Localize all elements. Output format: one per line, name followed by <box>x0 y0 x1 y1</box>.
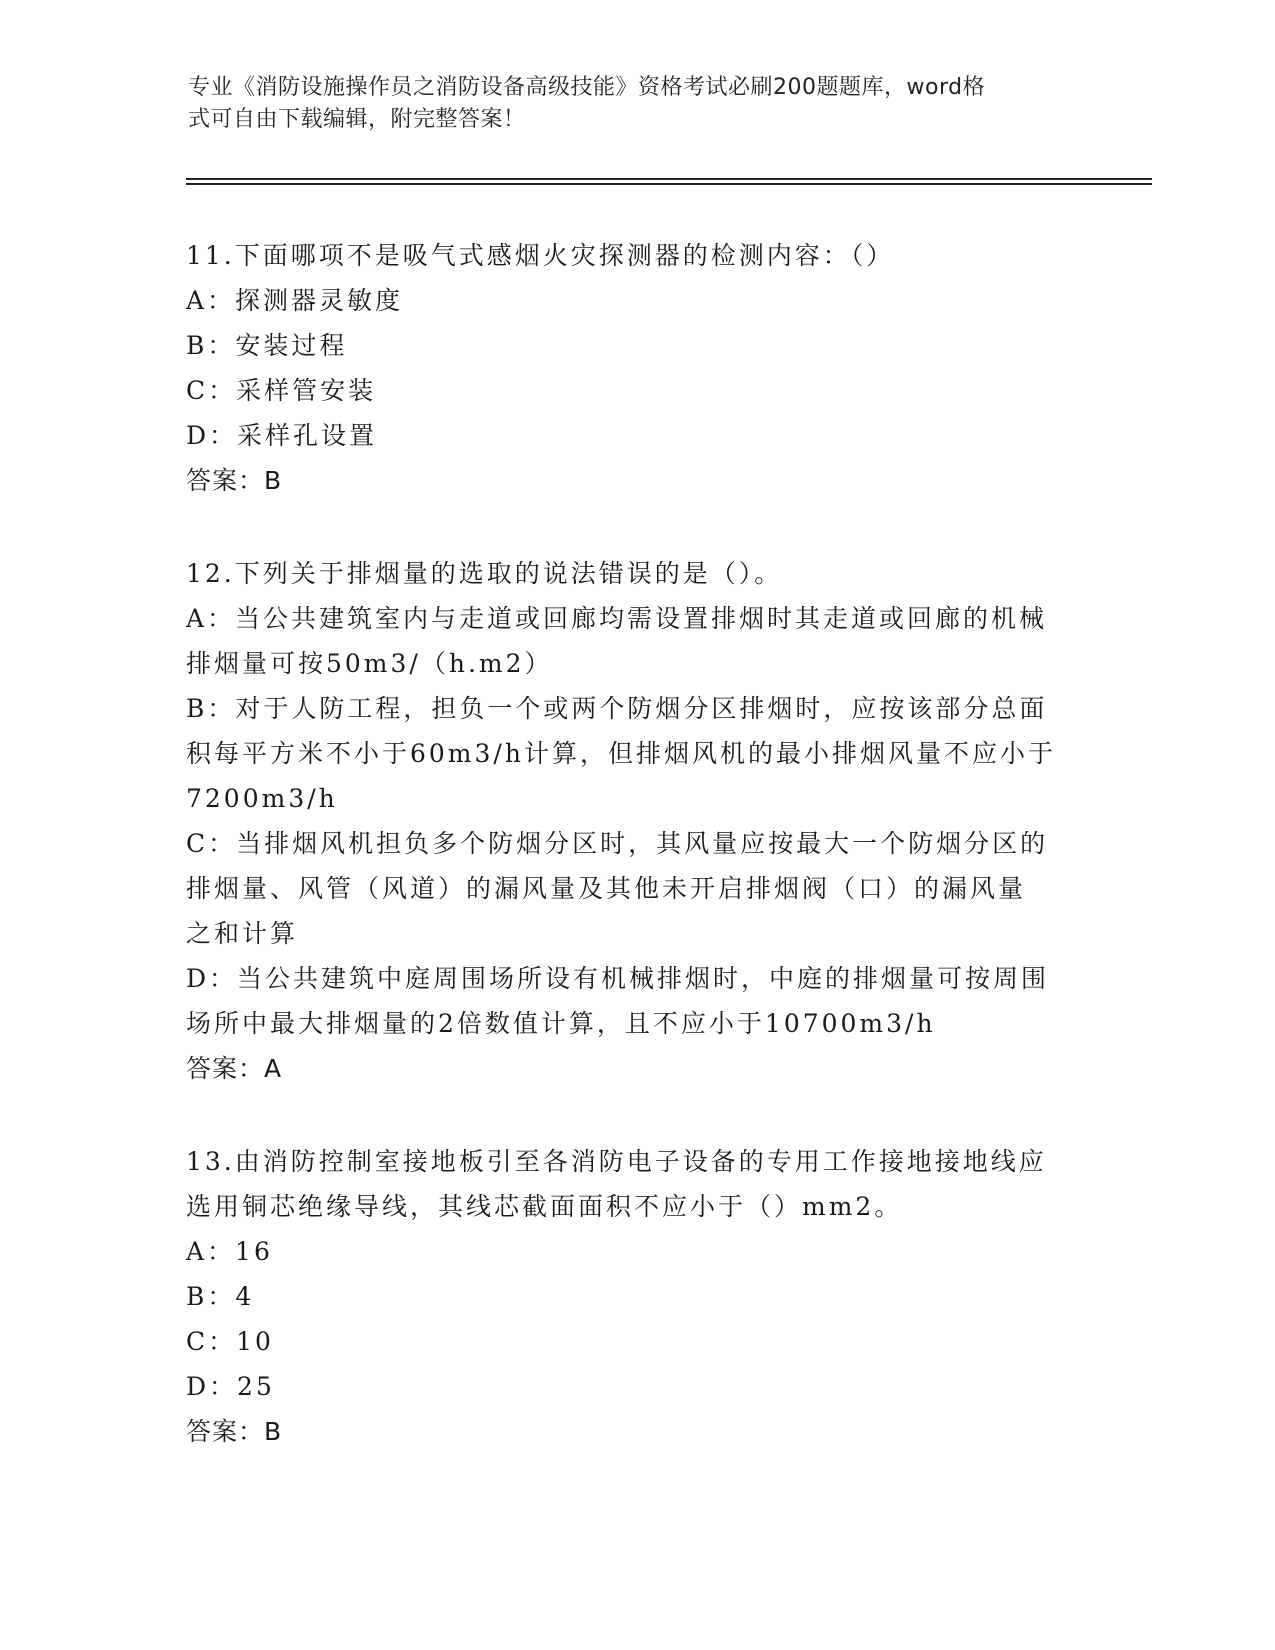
option-d: D：采样孔设置 <box>186 421 378 450</box>
option-text-line: 排烟量可按50m3/（h.m2） <box>186 649 553 678</box>
option-text-line: 之和计算 <box>186 919 299 948</box>
document-header <box>188 72 1068 136</box>
option-text-line: D：当公共建筑中庭周围场所设有机械排烟时，中庭的排烟量可按周围 <box>186 964 1050 993</box>
option-b <box>186 686 1066 821</box>
option-text-line: B：对于人防工程，担负一个或两个防烟分区排烟时，应按该部分总面 <box>186 694 1048 723</box>
question-13 <box>186 1139 1066 1454</box>
header-divider <box>186 178 1152 180</box>
option-text-line: 场所中最大排烟量的2倍数值计算，且不应小于10700m3/h <box>186 1009 936 1038</box>
option-c <box>186 821 1066 956</box>
question-11 <box>186 233 1066 503</box>
header-line: 式可自由下载编辑，附完整答案！ <box>188 107 526 132</box>
option-text-line: 排烟量、风管（风道）的漏风量及其他未开启排烟阀（口）的漏风量 <box>186 874 1027 903</box>
question-stem: 11.下面哪项不是吸气式感烟火灾探测器的检测内容：（） <box>186 241 895 270</box>
option-a: A：探测器灵敏度 <box>186 286 404 315</box>
option-c: C：10 <box>186 1327 274 1356</box>
option-text-line: A：当公共建筑室内与走道或回廊均需设置排烟时其走道或回廊的机械 <box>186 604 1048 633</box>
question-12 <box>186 551 1066 1091</box>
option-text-line: C：当排烟风机担负多个防烟分区时，其风量应按最大一个防烟分区的 <box>186 829 1049 858</box>
question-stem: 12.下列关于排烟量的选取的说法错误的是（）。 <box>186 559 783 588</box>
header-divider <box>186 183 1152 185</box>
question-stem <box>186 1139 1066 1229</box>
option-a <box>186 596 1066 686</box>
answer-line: 答案：B <box>186 466 283 495</box>
option-d: D：25 <box>186 1372 275 1401</box>
answer-line: 答案：A <box>186 1054 283 1083</box>
answer-line: 答案：B <box>186 1417 283 1446</box>
option-d <box>186 956 1066 1046</box>
option-text-line: 积每平方米不小于60m3/h计算，但排烟风机的最小排烟风量不应小于 <box>186 739 1056 768</box>
header-line: 专业《消防设施操作员之消防设备高级技能》资格考试必刷200题题库，word格 <box>188 75 986 100</box>
option-a: A：16 <box>186 1237 273 1266</box>
option-c: C：采样管安装 <box>186 376 377 405</box>
option-b: B：安装过程 <box>186 331 348 360</box>
option-text-line: 7200m3/h <box>186 784 338 813</box>
stem-text-line: 13.由消防控制室接地板引至各消防电子设备的专用工作接地接地线应 <box>186 1147 1047 1176</box>
option-b: B：4 <box>186 1282 255 1311</box>
stem-text-line: 选用铜芯绝缘导线，其线芯截面面积不应小于（）mm2。 <box>186 1192 903 1221</box>
